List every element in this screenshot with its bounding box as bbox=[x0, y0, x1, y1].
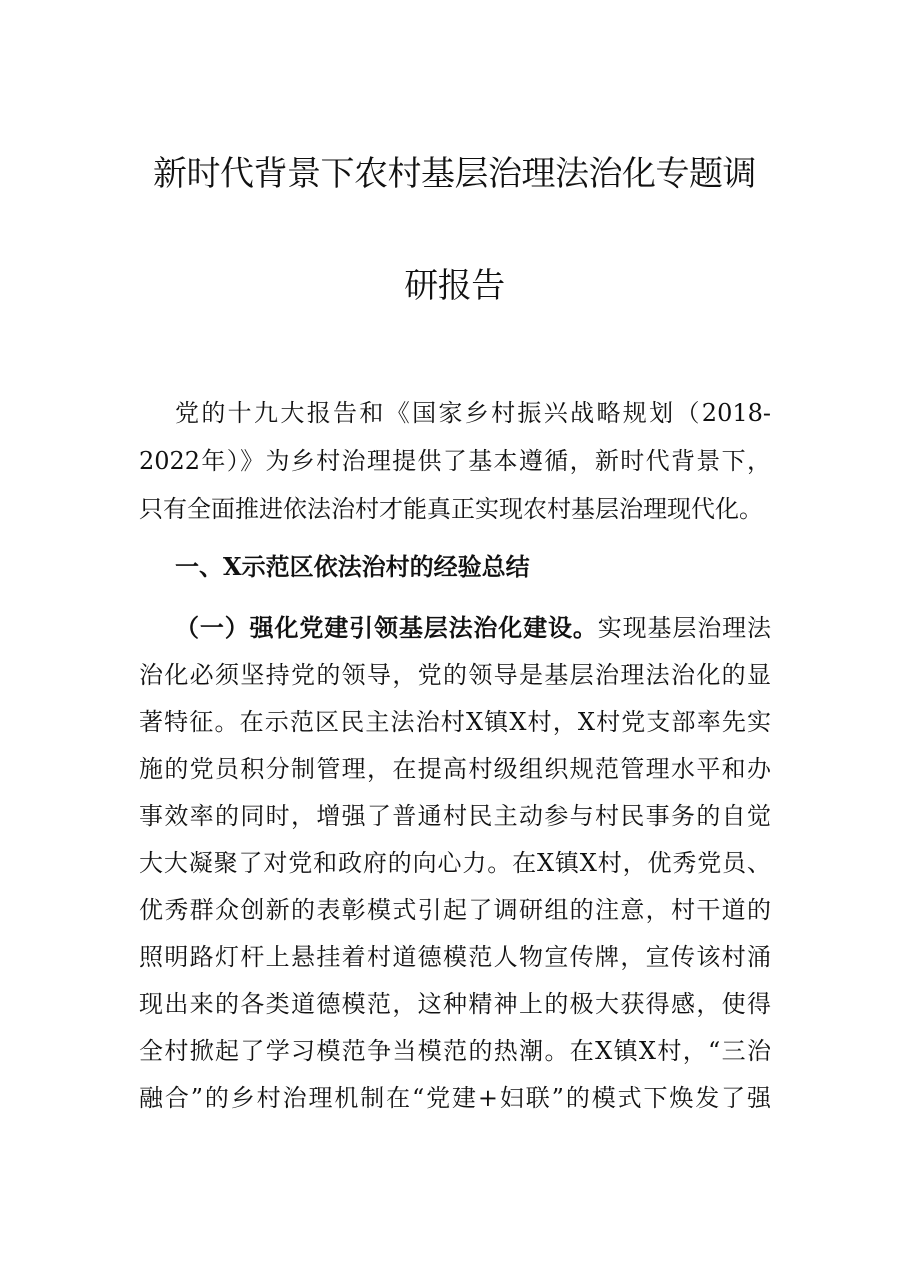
paragraph-line: 全村掀起了学习模范争当模范的热潮。在X镇X村，“三治 bbox=[139, 1037, 771, 1065]
intro-paragraph-line: 党的十九大报告和《国家乡村振兴战略规划（2018- bbox=[175, 399, 771, 427]
paragraph-line: 优秀群众创新的表彰模式引起了调研组的注意，村干道的 bbox=[139, 896, 771, 924]
paragraph-line: 施的党员积分制管理，在提高村级组织规范管理水平和办 bbox=[139, 755, 771, 783]
subsection-heading: （一）强化党建引领基层法治化建设。 bbox=[175, 613, 598, 642]
paragraph-line: 大大凝聚了对党和政府的向心力。在X镇X村，优秀党员、 bbox=[139, 849, 771, 877]
document-title-line-1: 新时代背景下农村基层治理法治化专题调 bbox=[153, 154, 756, 194]
subsection-first-line bbox=[175, 613, 771, 643]
section-heading: 一、X示范区依法治村的经验总结 bbox=[175, 552, 530, 581]
paragraph-line: 治化必须坚持党的领导，党的领导是基层治理法治化的显 bbox=[139, 661, 771, 689]
subsection-text: 实现基层治理法 bbox=[597, 614, 771, 642]
paragraph-line: 现出来的各类道德模范，这种精神上的极大获得感，使得 bbox=[139, 990, 771, 1018]
document-title-line-2: 研报告 bbox=[404, 266, 505, 306]
intro-paragraph-line: 只有全面推进依法治村才能真正实现农村基层治理现代化。 bbox=[139, 495, 763, 523]
paragraph-line: 著特征。在示范区民主法治村X镇X村，X村党支部率先实 bbox=[139, 708, 771, 736]
intro-paragraph-line: 2022年）》为乡村治理提供了基本遵循，新时代背景下， bbox=[139, 447, 771, 475]
paragraph-line: 事效率的同时，增强了普通村民主动参与村民事务的自觉 bbox=[139, 802, 771, 830]
paragraph-line: 照明路灯杆上悬挂着村道德模范人物宣传牌，宣传该村涌 bbox=[139, 943, 771, 971]
paragraph-line: 融合”的乡村治理机制在“党建+妇联”的模式下焕发了强 bbox=[139, 1084, 771, 1112]
